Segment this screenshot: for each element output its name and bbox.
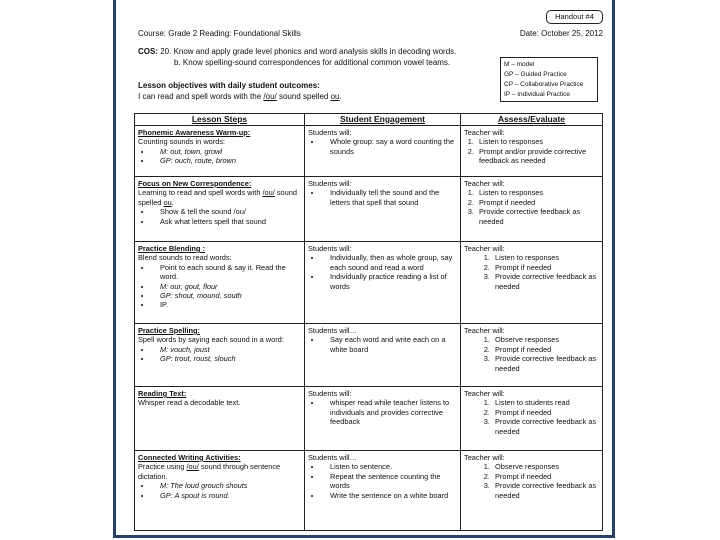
table-row xyxy=(135,177,603,242)
list-item: 2. Prompt and/or provide corrective feedback as needed xyxy=(476,147,599,166)
list-item: 1. Listen to responses xyxy=(492,253,599,262)
legend-item: M – model xyxy=(504,61,535,68)
lesson-date: Date: October 25, 2012 xyxy=(519,29,603,38)
step-title: Practice Spelling: xyxy=(138,326,201,335)
assessment-lead: Teacher will: xyxy=(464,326,505,335)
course-label: Course: Grade 2 Reading: Foundational Skills xyxy=(138,29,301,38)
course-header xyxy=(138,29,603,38)
list-item: • M: our, gout, flour xyxy=(152,282,301,291)
list-item: • M: vouch, joust xyxy=(152,345,301,354)
step-intro: Whisper read a decodable text. xyxy=(138,398,241,408)
table-header-row xyxy=(135,114,603,126)
column-header: Student Engagement xyxy=(305,114,461,126)
list-item: • Say each word and write each on a white board xyxy=(322,335,457,354)
engagement-cell xyxy=(305,324,461,387)
list-item: • Individually practice reading a list of words xyxy=(322,272,457,291)
list-item: • Individually, then as whole group, say each sound and read a word xyxy=(322,253,457,272)
engagement-lead: Students will: xyxy=(308,128,352,137)
list-item: 1. Listen to responses xyxy=(476,137,599,146)
list-item: • IP. xyxy=(152,300,301,309)
lesson-plan-table xyxy=(134,113,603,531)
column-header: Assess/Evaluate xyxy=(461,114,603,126)
list-item: • Write the sentence on a white board xyxy=(322,491,457,500)
lesson-objectives xyxy=(138,80,488,102)
lesson-step-cell xyxy=(135,242,305,324)
list-item: • whisper read while teacher listens to individuals and provides corrective feedback xyxy=(322,398,457,426)
table-row xyxy=(135,451,603,531)
list-item: • GP: ouch, route, brown xyxy=(152,156,301,165)
engagement-cell xyxy=(305,451,461,531)
lesson-step-cell xyxy=(135,177,305,242)
list-item: • M: The loud grouch shouts xyxy=(152,481,301,490)
table-row xyxy=(135,242,603,324)
assessment-lead: Teacher will: xyxy=(464,389,505,398)
list-item: • Point to each sound & say it. Read the word. xyxy=(152,263,301,282)
step-title: Practice Blending : xyxy=(138,244,205,253)
list-item: • Listen to sentence. xyxy=(322,462,457,471)
list-item: • Show & tell the sound /ou/ xyxy=(152,207,301,216)
list-item: • M: out, town, growl xyxy=(152,147,301,156)
assessment-cell xyxy=(461,451,603,531)
engagement-lead: Students will… xyxy=(308,453,357,462)
list-item: • GP: trout, roust, slouch xyxy=(152,354,301,363)
handout-number-badge: Handout #4 xyxy=(546,10,603,24)
list-item: 3. Provide corrective feedback as needed xyxy=(492,354,599,373)
step-title: Connected Writing Activities: xyxy=(138,453,241,462)
list-item: 3. Provide corrective feedback as needed xyxy=(476,207,599,226)
assessment-lead: Teacher will: xyxy=(464,128,505,137)
table-row xyxy=(135,324,603,387)
assessment-lead: Teacher will: xyxy=(464,453,505,462)
legend-item: CP – Collaborative Practice xyxy=(504,81,584,88)
lesson-step-cell xyxy=(135,451,305,531)
engagement-cell xyxy=(305,387,461,451)
list-item: • Whole group: say a word counting the sounds xyxy=(322,137,457,156)
step-intro: Spell words by saying each sound in a word: xyxy=(138,335,284,345)
engagement-lead: Students will: xyxy=(308,244,352,253)
list-item: 1. Observe responses xyxy=(492,335,599,344)
practice-legend xyxy=(500,57,598,102)
list-item: 2. Prompt if needed xyxy=(476,198,599,207)
assessment-cell xyxy=(461,126,603,177)
lesson-step-cell xyxy=(135,126,305,177)
list-item: • GP: shout, mound, south xyxy=(152,291,301,300)
list-item: 3. Provide corrective feedback as needed xyxy=(492,481,599,500)
step-intro: Blend sounds to read words: xyxy=(138,253,232,263)
legend-item: GP – Guided Practice xyxy=(504,71,567,78)
table-row xyxy=(135,126,603,177)
assessment-cell xyxy=(461,177,603,242)
list-item: • Repeat the sentence counting the words xyxy=(322,472,457,491)
list-item: 3. Provide corrective feedback as needed xyxy=(492,417,599,436)
cos-label: COS: xyxy=(138,47,158,56)
objectives-title: Lesson objectives with daily student outcomes: xyxy=(138,81,320,90)
assessment-cell xyxy=(461,324,603,387)
list-item: • GP: A spout is round. xyxy=(152,491,301,500)
cos-substandard: b. Know spelling-sound correspondences for additional common vowel teams. xyxy=(174,57,451,67)
assessment-cell xyxy=(461,242,603,324)
list-item: 1. Listen to students read xyxy=(492,398,599,407)
list-item: • Individually tell the sound and the letters that spell that sound xyxy=(322,188,457,207)
engagement-lead: Students will: xyxy=(308,179,352,188)
step-intro: Learning to read and spell words with /ou/ sound spelled ou. xyxy=(138,188,298,207)
column-header: Lesson Steps xyxy=(135,114,305,126)
list-item: 2. Prompt if needed xyxy=(492,263,599,272)
engagement-lead: Students will: xyxy=(308,389,352,398)
list-item: 1. Observe responses xyxy=(492,462,599,471)
handout-page xyxy=(113,0,615,538)
list-item: 2. Prompt if needed xyxy=(492,408,599,417)
legend-item: IP – Individual Practice xyxy=(504,91,570,98)
list-item: 2. Prompt if needed xyxy=(492,472,599,481)
list-item: 1. Listen to responses xyxy=(476,188,599,197)
engagement-cell xyxy=(305,242,461,324)
cos-standard: 20. Know and apply grade level phonics and word analysis skills in decoding words. xyxy=(158,47,457,56)
step-title: Reading Text: xyxy=(138,389,187,398)
engagement-cell xyxy=(305,177,461,242)
list-item: 3. Provide corrective feedback as needed xyxy=(492,272,599,291)
engagement-cell xyxy=(305,126,461,177)
assessment-lead: Teacher will: xyxy=(464,244,505,253)
step-title: Focus on New Correspondence: xyxy=(138,179,252,188)
step-title: Phonemic Awareness Warm-up: xyxy=(138,128,251,137)
list-item: 2. Prompt if needed xyxy=(492,345,599,354)
course-of-study xyxy=(138,47,498,68)
table-row xyxy=(135,387,603,451)
assessment-lead: Teacher will: xyxy=(464,179,505,188)
assessment-cell xyxy=(461,387,603,451)
list-item: • Ask what letters spell that sound xyxy=(152,217,301,226)
lesson-step-cell xyxy=(135,324,305,387)
step-intro: Counting sounds in words: xyxy=(138,137,226,147)
engagement-lead: Students will… xyxy=(308,326,357,335)
lesson-step-cell xyxy=(135,387,305,451)
objectives-statement: I can read and spell words with the /ou/ sound spelled ou. xyxy=(138,92,342,101)
step-intro: Practice using /ou/ sound through sentence dictation. xyxy=(138,462,281,481)
